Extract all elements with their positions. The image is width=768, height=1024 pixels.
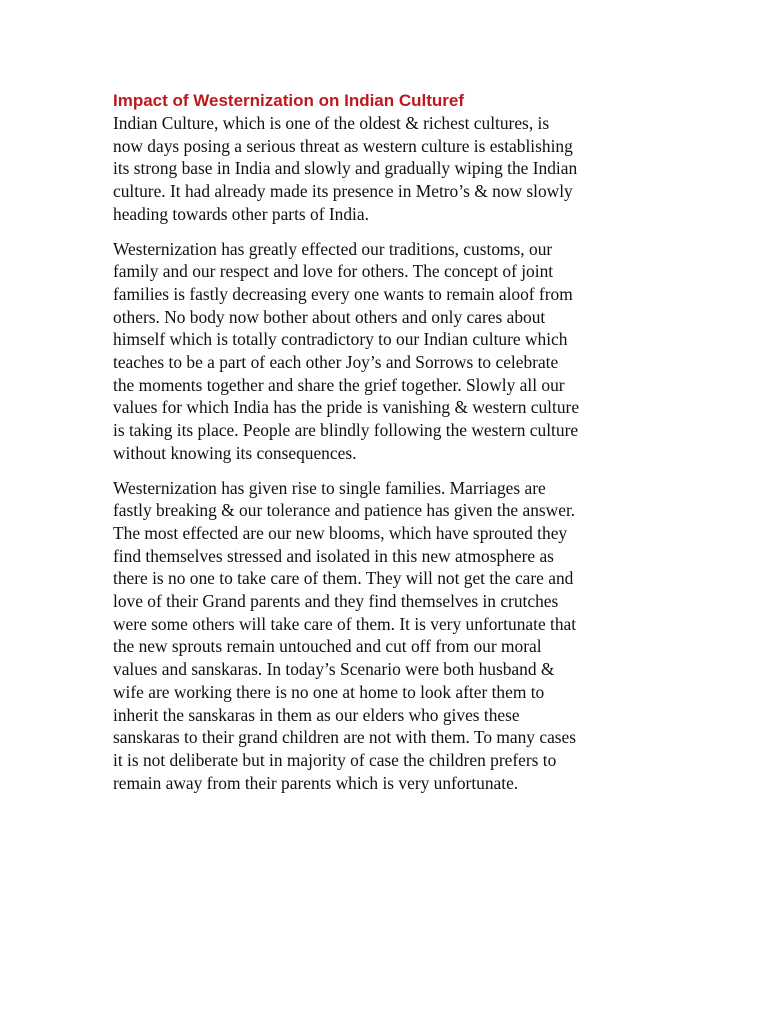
text-line: family and our respect and love for others. The concept of joint	[113, 261, 554, 282]
text-line: without knowing its consequences.	[113, 442, 357, 463]
text-line: the moments together and share the grief together. Slowly all our	[113, 374, 565, 395]
text-line: others. No body now bother about others and only cares about	[113, 306, 546, 327]
text-line: himself which is totally contradictory to our Indian culture which	[113, 329, 568, 350]
text-line: Westernization has given rise to single families. Marriages are	[113, 477, 546, 498]
text-line: find themselves stressed and isolated in this new atmosphere as	[113, 545, 554, 566]
text-line: Westernization has greatly effected our traditions, customs, our	[113, 238, 553, 259]
paragraph-3	[113, 477, 653, 795]
text-line: sanskaras to their grand children are not with them. To many cases	[113, 727, 577, 748]
text-line: it is not deliberate but in majority of case the children prefers to	[113, 749, 557, 770]
text-line: heading towards other parts of India.	[113, 203, 369, 224]
document-body	[113, 112, 653, 794]
text-line: were some others will take care of them. It is very unfortunate that	[113, 613, 577, 634]
text-line: the new sprouts remain untouched and cut off from our moral	[113, 636, 542, 657]
text-line: Indian Culture, which is one of the oldest & richest cultures, is	[113, 113, 550, 133]
text-line: there is no one to take care of them. They will not get the care and	[113, 568, 574, 589]
text-line: remain away from their parents which is very unfortunate.	[113, 772, 519, 793]
text-line: The most effected are our new blooms, which have sprouted they	[113, 522, 568, 543]
paragraph-2	[113, 238, 653, 465]
document-content	[113, 90, 653, 806]
text-line: inherit the sanskaras in them as our elders who gives these	[113, 704, 520, 725]
document-title: Impact of Westernization on Indian Culturef	[113, 91, 465, 110]
text-line: is taking its place. People are blindly following the western culture	[113, 420, 579, 441]
text-line: teaches to be a part of each other Joy’s and Sorrows to celebrate	[113, 352, 559, 373]
text-line: fastly breaking & our tolerance and patience has given the answer.	[113, 500, 576, 521]
text-line: now days posing a serious threat as western culture is establishing	[113, 135, 573, 156]
text-line: values and sanskaras. In today’s Scenario were both husband &	[113, 659, 555, 680]
text-line: families is fastly decreasing every one wants to remain aloof from	[113, 283, 573, 304]
text-line: its strong base in India and slowly and gradually wiping the Indian	[113, 158, 578, 179]
text-line: culture. It had already made its presence in Metro’s & now slowly	[113, 181, 573, 202]
paragraph-1	[113, 112, 653, 226]
text-line: values for which India has the pride is vanishing & western culture	[113, 397, 580, 418]
text-line: wife are working there is no one at home to look after them to	[113, 681, 545, 702]
text-line: love of their Grand parents and they find themselves in crutches	[113, 591, 559, 612]
